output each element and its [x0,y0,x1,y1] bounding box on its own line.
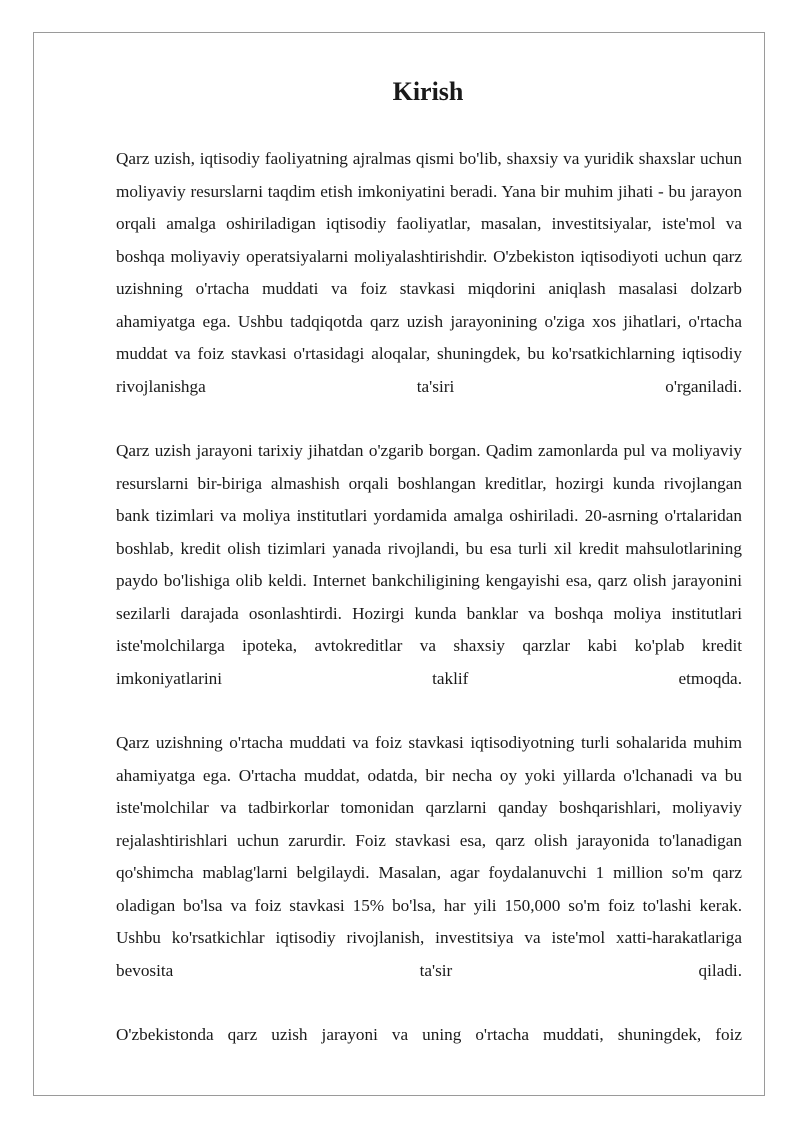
page-title: Kirish [392,77,464,106]
paragraph-2: Qarz uzish jarayoni tarixiy jihatdan o'zgarib borgan. Qadim zamonlarda pul va moliyaviy resurslarni bir-biriga almashish orqali boshlangan kreditlar, hozirgi kunda rivojlangan bank tizimlari va moliya institutlari yordamida amalga oshiriladi. 20-asrning o'rtalaridan boshlab, kredit olish tizimlari yanada rivojlandi, bu esa turli xil kredit mahsulotlarining paydo bo'lishiga olib keldi. Internet bankchiligining kengayishi esa, qarz olish jarayonini sezilarli darajada osonlashtirdi. Hozirgi kunda banklar va boshqa moliya institutlari iste'molchilarga ipoteka, avtokreditlar va shaxsiy qarzlar kabi ko'plab kredit imkoniyatlarini taklif etmoqda. [116,441,742,688]
paragraph-3: Qarz uzishning o'rtacha muddati va foiz stavkasi iqtisodiyotning turli sohalarida muhim ahamiyatga ega. O'rtacha muddat, odatda, bir necha oy yoki yillarda o'lchanadi va bu iste'molchilar va tadbirkorlar tomonidan qarzlarni qanday boshqarishlari, moliyaviy rejalashtirishlari uchun zarurdir. Foiz stavkasi esa, qarz olish jarayonida to'lanadigan qo'shimcha mablag'larni belgilaydi. Masalan, agar foydalanuvchi 1 million so'm qarz oladigan bo'lsa va foiz stavkasi 15% bo'lsa, har yili 150,000 so'm foiz to'lashi kerak. Ushbu ko'rsatkichlar iqtisodiy rivojlanish, investitsiya va iste'mol xatti-harakatlariga bevosita ta'sir qiladi. [116,733,742,980]
paragraph-4: O'zbekistonda qarz uzish jarayoni va uning o'rtacha muddati, shuningdek, foiz [116,1025,742,1044]
document-body [116,143,742,1052]
paragraph-1: Qarz uzish, iqtisodiy faoliyatning ajralmas qismi bo'lib, shaxsiy va yuridik shaxslar uchun moliyaviy resurslarni taqdim etish imkoniyatini beradi. Yana bir muhim jihati - bu jarayon orqali amalga oshiriladigan iqtisodiy faoliyatlar, masalan, investitsiyalar, iste'mol va boshqa moliyaviy operatsiyalarni moliyalashtirishdir. O'zbekiston iqtisodiyoti uchun qarz uzishning o'rtacha muddati va foiz stavkasi miqdorini aniqlash masalasi dolzarb ahamiyatga ega. Ushbu tadqiqotda qarz uzish jarayonining o'ziga xos jihatlari, o'rtacha muddat va foiz stavkasi o'rtasidagi aloqalar, shuningdek, bu ko'rsatkichlarning iqtisodiy rivojlanishga ta'siri o'rganiladi. [116,149,742,396]
